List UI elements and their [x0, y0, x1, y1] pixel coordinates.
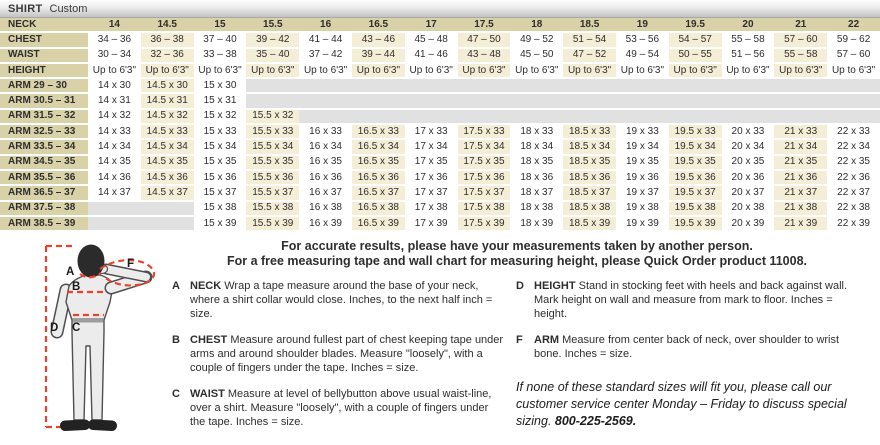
accuracy-note: [172, 239, 862, 268]
size-cell: 14 x 33: [88, 124, 141, 139]
size-cell: 19.5 x 37: [669, 185, 722, 200]
size-cell: 57 – 60: [827, 48, 880, 63]
table-row: [0, 124, 880, 139]
size-cell: 15 x 32: [194, 109, 247, 124]
empty-cell: [405, 93, 458, 108]
instruction-item: [516, 279, 862, 321]
size-cell: 20 x 34: [722, 139, 775, 154]
instruction-letter: D: [516, 280, 524, 293]
size-cell: Up to 6'3": [88, 63, 141, 78]
size-cell: 16.5 x 33: [352, 124, 405, 139]
size-cell: 19 x 36: [616, 170, 669, 185]
size-cell: 14 x 31: [88, 93, 141, 108]
size-cell: 14.5 x 33: [141, 124, 194, 139]
size-cell: 15 x 39: [194, 216, 247, 231]
row-label: ARM 37.5 – 38: [0, 201, 88, 216]
size-cell: 22 x 37: [827, 185, 880, 200]
size-cell: 17.5 x 34: [458, 139, 511, 154]
empty-cell: [722, 109, 775, 124]
empty-cell: [458, 78, 511, 93]
size-cell: 19 x 34: [616, 139, 669, 154]
size-cell: 15.5 x 33: [246, 124, 299, 139]
size-cell: 21 x 39: [774, 216, 827, 231]
size-cell: 32 – 36: [141, 48, 194, 63]
size-cell: 41 – 46: [405, 48, 458, 63]
size-cell: 18.5 x 39: [563, 216, 616, 231]
size-cell: 16.5 x 35: [352, 155, 405, 170]
size-cell: 47 – 50: [458, 32, 511, 47]
neck-row-label: NECK: [0, 18, 88, 32]
instructions-right-wrap: [516, 279, 862, 443]
size-cell: 16.5 x 37: [352, 185, 405, 200]
size-cell: 22 x 35: [827, 155, 880, 170]
size-cell: 18.5 x 36: [563, 170, 616, 185]
size-cell: 18 x 34: [510, 139, 563, 154]
size-cell: 17 x 34: [405, 139, 458, 154]
size-cell: 15 x 36: [194, 170, 247, 185]
table-row: [0, 78, 880, 93]
row-label: WAIST: [0, 48, 88, 63]
instruction-term: ARM: [534, 334, 563, 347]
size-cell: 19.5 x 33: [669, 124, 722, 139]
size-table-body: [0, 32, 880, 231]
empty-cell: [246, 78, 299, 93]
size-cell: 14 x 36: [88, 170, 141, 185]
empty-cell: [352, 93, 405, 108]
size-cell: 14.5 x 30: [141, 78, 194, 93]
empty-cell: [563, 109, 616, 124]
instruction-text: NECK Wrap a tape measure around the base of your neck, where a shirt collar would close. Inches, to the next half inch = size.: [190, 280, 493, 321]
figure-illustration: [0, 237, 172, 445]
size-cell: Up to 6'3": [669, 63, 722, 78]
size-cell: 51 – 56: [722, 48, 775, 63]
size-table: [0, 18, 880, 232]
size-cell: 22 x 38: [827, 201, 880, 216]
instruction-term: NECK: [190, 280, 225, 293]
empty-cell: [563, 78, 616, 93]
empty-cell: [722, 78, 775, 93]
size-cell: 15 x 35: [194, 155, 247, 170]
size-cell: 17 x 39: [405, 216, 458, 231]
size-cell: 17.5 x 33: [458, 124, 511, 139]
table-row: [0, 155, 880, 170]
size-cell: 20 x 33: [722, 124, 775, 139]
size-cell: 15.5 x 37: [246, 185, 299, 200]
table-row: [0, 109, 880, 124]
size-cell: 43 – 48: [458, 48, 511, 63]
size-cell: 47 – 52: [563, 48, 616, 63]
neck-size-header: 14.5: [141, 18, 194, 32]
size-cell: 16 x 38: [299, 201, 352, 216]
neck-size-header: 17.5: [458, 18, 511, 32]
size-cell: 53 – 56: [616, 32, 669, 47]
size-cell: 16.5 x 38: [352, 201, 405, 216]
size-cell: 15.5 x 39: [246, 216, 299, 231]
size-cell: 18 x 36: [510, 170, 563, 185]
size-cell: Up to 6'3": [458, 63, 511, 78]
accuracy-note-line1: For accurate results, please have your measurements taken by another person.: [281, 239, 753, 254]
instruction-term: HEIGHT: [534, 280, 579, 293]
instruction-text: WAIST Measure at level of bellybutton above usual waist-line, over a shirt. Measure "loosely", with a couple of fingers under the tape. Inches = size.: [190, 388, 492, 429]
size-cell: 22 x 36: [827, 170, 880, 185]
table-row: [0, 139, 880, 154]
empty-cell: [510, 93, 563, 108]
empty-cell: [669, 93, 722, 108]
empty-cell: [827, 93, 880, 108]
empty-cell: [246, 93, 299, 108]
figure-label-b: B: [72, 281, 81, 294]
size-cell: 19 x 35: [616, 155, 669, 170]
size-cell: 15 x 34: [194, 139, 247, 154]
size-cell: 37 – 40: [194, 32, 247, 47]
instruction-text: CHEST Measure around fullest part of chest keeping tape under arms and around shoulder blades. Measure "loosely", with a couple of fingers under the tape. Inches = size.: [190, 334, 504, 375]
special-sizing-note: [516, 379, 862, 430]
size-cell: 22 x 33: [827, 124, 880, 139]
size-cell: 36 – 38: [141, 32, 194, 47]
size-cell: 18 x 33: [510, 124, 563, 139]
size-cell: 15.5 x 35: [246, 155, 299, 170]
size-cell: Up to 6'3": [299, 63, 352, 78]
table-row: [0, 216, 880, 231]
size-cell: 35 – 40: [246, 48, 299, 63]
size-cell: 39 – 42: [246, 32, 299, 47]
size-cell: 19 x 37: [616, 185, 669, 200]
empty-cell: [616, 78, 669, 93]
chart-title: SHIRT: [8, 2, 43, 15]
title-bar: [0, 0, 880, 18]
size-cell: 17.5 x 35: [458, 155, 511, 170]
instruction-item: [172, 279, 504, 321]
empty-cell: [669, 109, 722, 124]
size-cell: 14 x 32: [88, 109, 141, 124]
size-cell: 54 – 57: [669, 32, 722, 47]
special-sizing-text: If none of these standard sizes will fit you, please call our customer service center Monday – Friday to discuss special sizing.: [516, 380, 847, 429]
size-cell: 20 x 35: [722, 155, 775, 170]
row-label: HEIGHT: [0, 63, 88, 78]
size-cell: 21 x 35: [774, 155, 827, 170]
size-cell: 18 x 39: [510, 216, 563, 231]
size-cell: 21 x 37: [774, 185, 827, 200]
service-phone-number: 800-225-2569.: [554, 414, 637, 429]
row-label: ARM 31.5 – 32: [0, 109, 88, 124]
size-cell: 14 x 34: [88, 139, 141, 154]
instruction-item: [516, 333, 862, 361]
size-cell: 39 – 44: [352, 48, 405, 63]
instruction-letter: C: [172, 388, 180, 401]
size-cell: 16 x 39: [299, 216, 352, 231]
size-cell: Up to 6'3": [405, 63, 458, 78]
size-cell: 17.5 x 37: [458, 185, 511, 200]
size-cell: 20 x 37: [722, 185, 775, 200]
neck-size-header: 19: [616, 18, 669, 32]
instruction-term: WAIST: [190, 388, 228, 401]
empty-cell: [774, 78, 827, 93]
empty-cell: [299, 93, 352, 108]
size-cell: 30 – 34: [88, 48, 141, 63]
empty-cell: [141, 201, 194, 216]
size-cell: 15.5 x 38: [246, 201, 299, 216]
neck-size-header: 18: [510, 18, 563, 32]
size-cell: 19.5 x 34: [669, 139, 722, 154]
row-label: ARM 33.5 – 34: [0, 139, 88, 154]
size-cell: 49 – 52: [510, 32, 563, 47]
size-cell: 22 x 34: [827, 139, 880, 154]
right-shoe: [88, 419, 118, 431]
size-cell: 15 x 33: [194, 124, 247, 139]
size-cell: 18 x 35: [510, 155, 563, 170]
instruction-item: [172, 387, 504, 429]
size-cell: 43 – 46: [352, 32, 405, 47]
size-cell: 18 x 38: [510, 201, 563, 216]
empty-cell: [299, 109, 352, 124]
table-row: [0, 170, 880, 185]
figure-label-f: F: [127, 258, 135, 271]
size-cell: 14.5 x 37: [141, 185, 194, 200]
size-cell: 21 x 34: [774, 139, 827, 154]
size-cell: 18 x 37: [510, 185, 563, 200]
size-cell: 19 x 38: [616, 201, 669, 216]
size-cell: 41 – 44: [299, 32, 352, 47]
instructions-right: [516, 279, 862, 361]
size-cell: 57 – 60: [774, 32, 827, 47]
table-row: [0, 93, 880, 108]
size-cell: 55 – 58: [774, 48, 827, 63]
size-cell: 15 x 30: [194, 78, 247, 93]
empty-cell: [299, 78, 352, 93]
size-cell: Up to 6'3": [722, 63, 775, 78]
size-cell: 45 – 48: [405, 32, 458, 47]
size-cell: 49 – 54: [616, 48, 669, 63]
size-cell: 19.5 x 36: [669, 170, 722, 185]
size-cell: 17 x 37: [405, 185, 458, 200]
size-cell: 16 x 33: [299, 124, 352, 139]
size-cell: 22 x 39: [827, 216, 880, 231]
empty-cell: [141, 216, 194, 231]
size-cell: 14 x 30: [88, 78, 141, 93]
table-row: [0, 201, 880, 216]
row-label: ARM 32.5 – 33: [0, 124, 88, 139]
measure-figure-svg: [0, 240, 172, 445]
size-cell: Up to 6'3": [352, 63, 405, 78]
instruction-letter: A: [172, 280, 180, 293]
row-label: ARM 30.5 – 31: [0, 93, 88, 108]
table-row: [0, 32, 880, 47]
empty-cell: [405, 78, 458, 93]
empty-cell: [774, 93, 827, 108]
size-cell: 16 x 35: [299, 155, 352, 170]
instruction-term: CHEST: [190, 334, 231, 347]
size-cell: 50 – 55: [669, 48, 722, 63]
size-cell: 16.5 x 34: [352, 139, 405, 154]
size-cell: 51 – 54: [563, 32, 616, 47]
size-cell: 17.5 x 38: [458, 201, 511, 216]
neck-size-header: 19.5: [669, 18, 722, 32]
empty-cell: [827, 109, 880, 124]
size-cell: 16 x 37: [299, 185, 352, 200]
size-cell: 18.5 x 34: [563, 139, 616, 154]
empty-cell: [774, 109, 827, 124]
empty-cell: [88, 201, 141, 216]
figure-label-c: C: [72, 322, 81, 335]
size-cell: 19.5 x 38: [669, 201, 722, 216]
empty-cell: [827, 78, 880, 93]
row-label: ARM 34.5 – 35: [0, 155, 88, 170]
empty-cell: [722, 93, 775, 108]
empty-cell: [510, 78, 563, 93]
size-cell: 17 x 36: [405, 170, 458, 185]
size-cell: 20 x 36: [722, 170, 775, 185]
size-cell: 15 x 37: [194, 185, 247, 200]
size-cell: 59 – 62: [827, 32, 880, 47]
size-cell: 16 x 34: [299, 139, 352, 154]
size-cell: Up to 6'3": [194, 63, 247, 78]
size-cell: 18.5 x 33: [563, 124, 616, 139]
size-cell: 14 x 37: [88, 185, 141, 200]
size-cell: 37 – 42: [299, 48, 352, 63]
size-cell: 21 x 36: [774, 170, 827, 185]
size-cell: Up to 6'3": [827, 63, 880, 78]
size-cell: 15 x 31: [194, 93, 247, 108]
size-cell: Up to 6'3": [510, 63, 563, 78]
measuring-section: [0, 232, 880, 445]
empty-cell: [405, 109, 458, 124]
size-cell: 55 – 58: [722, 32, 775, 47]
empty-cell: [669, 78, 722, 93]
instructions-left: [172, 279, 504, 443]
neck-size-header: 18.5: [563, 18, 616, 32]
size-cell: Up to 6'3": [616, 63, 669, 78]
size-cell: 15.5 x 32: [246, 109, 299, 124]
size-cell: 16 x 36: [299, 170, 352, 185]
size-cell: 33 – 38: [194, 48, 247, 63]
empty-cell: [352, 109, 405, 124]
size-cell: 14.5 x 34: [141, 139, 194, 154]
size-cell: 14.5 x 36: [141, 170, 194, 185]
empty-cell: [458, 93, 511, 108]
empty-cell: [563, 93, 616, 108]
row-label: ARM 29 – 30: [0, 78, 88, 93]
size-cell: 15.5 x 36: [246, 170, 299, 185]
left-shoe: [60, 419, 91, 431]
size-cell: 17 x 33: [405, 124, 458, 139]
instruction-text: HEIGHT Stand in stocking feet with heels and back against wall. Mark height on wall and measure from mark to floor. Inches = height.: [534, 280, 848, 321]
size-cell: 15 x 38: [194, 201, 247, 216]
table-row: [0, 48, 880, 63]
row-label: ARM 35.5 – 36: [0, 170, 88, 185]
figure-label-a: A: [66, 266, 75, 279]
instruction-letter: F: [516, 334, 523, 347]
empty-cell: [352, 78, 405, 93]
size-cell: 16.5 x 36: [352, 170, 405, 185]
row-label: ARM 36.5 – 37: [0, 185, 88, 200]
size-cell: 21 x 33: [774, 124, 827, 139]
size-cell: 19.5 x 39: [669, 216, 722, 231]
neck-size-header: 20: [722, 18, 775, 32]
neck-size-header: 21: [774, 18, 827, 32]
empty-cell: [88, 216, 141, 231]
accuracy-note-line2: For a free measuring tape and wall chart for measuring height, please Quick Order product 11008.: [226, 253, 808, 268]
size-cell: 34 – 36: [88, 32, 141, 47]
size-cell: 14.5 x 31: [141, 93, 194, 108]
neck-size-header: 15: [194, 18, 247, 32]
size-cell: 14.5 x 35: [141, 155, 194, 170]
size-cell: Up to 6'3": [774, 63, 827, 78]
size-cell: 14 x 35: [88, 155, 141, 170]
size-cell: 17 x 35: [405, 155, 458, 170]
size-cell: Up to 6'3": [563, 63, 616, 78]
instruction-item: [172, 333, 504, 375]
neck-size-header: 15.5: [246, 18, 299, 32]
size-cell: 18.5 x 35: [563, 155, 616, 170]
row-label: ARM 38.5 – 39: [0, 216, 88, 231]
size-cell: 45 – 50: [510, 48, 563, 63]
table-row: [0, 185, 880, 200]
size-cell: Up to 6'3": [246, 63, 299, 78]
empty-cell: [510, 109, 563, 124]
neck-size-header: 14: [88, 18, 141, 32]
neck-size-header: 16.5: [352, 18, 405, 32]
size-cell: 20 x 39: [722, 216, 775, 231]
neck-size-header: 17: [405, 18, 458, 32]
empty-cell: [616, 93, 669, 108]
size-cell: 19 x 33: [616, 124, 669, 139]
empty-cell: [616, 109, 669, 124]
size-cell: Up to 6'3": [141, 63, 194, 78]
table-row: [0, 63, 880, 78]
size-table-head: [0, 18, 880, 32]
size-cell: 20 x 38: [722, 201, 775, 216]
size-cell: 18.5 x 38: [563, 201, 616, 216]
size-cell: 19 x 39: [616, 216, 669, 231]
size-cell: 14.5 x 32: [141, 109, 194, 124]
size-cell: 17.5 x 36: [458, 170, 511, 185]
size-cell: 21 x 38: [774, 201, 827, 216]
instructions-content: [172, 237, 880, 445]
size-cell: 17 x 38: [405, 201, 458, 216]
neck-size-header: 22: [827, 18, 880, 32]
figure-label-d: D: [50, 322, 59, 335]
size-cell: 15.5 x 34: [246, 139, 299, 154]
instruction-text: ARM Measure from center back of neck, over shoulder to wrist bone. Inches = size.: [534, 334, 840, 361]
neck-header-row: [0, 18, 880, 32]
row-label: CHEST: [0, 32, 88, 47]
size-cell: 18.5 x 37: [563, 185, 616, 200]
chart-subtitle: Custom: [49, 2, 88, 15]
empty-cell: [458, 109, 511, 124]
size-cell: 17.5 x 39: [458, 216, 511, 231]
size-cell: 19.5 x 35: [669, 155, 722, 170]
instruction-letter: B: [172, 334, 180, 347]
size-cell: 16.5 x 39: [352, 216, 405, 231]
neck-size-header: 16: [299, 18, 352, 32]
